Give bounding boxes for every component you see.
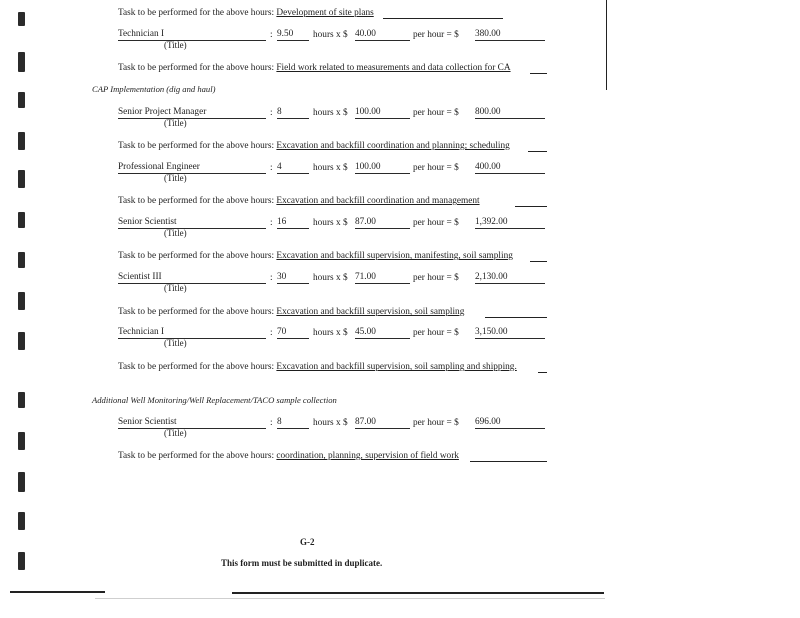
colon: :	[270, 108, 273, 118]
rate-value: 87.00	[355, 417, 376, 427]
task-line	[118, 306, 464, 318]
total-field	[475, 162, 545, 174]
page-number: G-2	[300, 537, 315, 547]
colon: :	[270, 273, 273, 283]
total-field	[475, 417, 545, 429]
binder-hole-mark	[18, 212, 25, 228]
rate-field	[355, 107, 410, 119]
title-caption: (Title)	[164, 118, 187, 128]
colon: :	[270, 30, 273, 40]
title-field	[118, 217, 266, 229]
rate-field	[355, 272, 410, 284]
colon: :	[270, 218, 273, 228]
hours-value: 70	[277, 327, 287, 337]
hours-label: hours x $	[313, 328, 348, 338]
binder-hole-mark	[18, 472, 25, 492]
task-line	[118, 250, 513, 262]
colon: :	[270, 163, 273, 173]
footer-note: This form must be submitted in duplicate.	[221, 558, 383, 568]
binder-hole-mark	[18, 292, 25, 310]
rate-value: 87.00	[355, 217, 376, 227]
hours-field	[277, 162, 309, 174]
binder-hole-mark	[18, 432, 25, 450]
task-description: Development of site plans	[276, 8, 374, 18]
task-prefix: Task to be performed for the above hours:	[118, 141, 275, 151]
title-field	[118, 417, 266, 429]
hours-label: hours x $	[313, 30, 348, 40]
total-value: 3,150.00	[475, 327, 508, 337]
binder-hole-mark	[18, 552, 25, 570]
scan-edge-line	[232, 592, 604, 594]
hours-value: 4	[277, 162, 282, 172]
colon: :	[270, 328, 273, 338]
task-line	[118, 140, 510, 152]
task-line	[118, 62, 511, 74]
task-description: Field work related to measurements and data collection for CA	[276, 63, 511, 73]
hours-field	[277, 217, 309, 229]
hours-value: 9.50	[277, 29, 294, 39]
scan-edge-line	[95, 598, 605, 599]
per-hour-label: per hour = $	[413, 163, 459, 173]
task-line	[118, 361, 517, 373]
total-value: 380.00	[475, 29, 501, 39]
per-hour-label: per hour = $	[413, 108, 459, 118]
task-prefix: Task to be performed for the above hours:	[118, 451, 275, 461]
binder-hole-mark	[18, 12, 25, 26]
title-value: Technician I	[118, 29, 165, 39]
task-description: Excavation and backfill coordination and planning; scheduling	[276, 141, 510, 151]
binder-hole-mark	[18, 52, 25, 72]
title-caption: (Title)	[164, 338, 187, 348]
task-description: Excavation and backfill supervision, soil sampling	[276, 307, 465, 317]
title-value: Technician I	[118, 327, 165, 337]
title-caption: (Title)	[164, 173, 187, 183]
total-field	[475, 217, 545, 229]
title-field	[118, 29, 266, 41]
task-line	[118, 7, 374, 19]
task-description: coordination, planning, supervision of field work	[276, 451, 459, 461]
total-field	[475, 327, 545, 339]
underline	[530, 261, 547, 262]
task-description: Excavation and backfill supervision, manifesting, soil sampling	[276, 251, 513, 261]
task-prefix: Task to be performed for the above hours:	[118, 362, 275, 372]
task-prefix: Task to be performed for the above hours:	[118, 251, 275, 261]
title-value: Senior Project Manager	[118, 107, 207, 117]
binder-hole-mark	[18, 252, 25, 268]
hours-field	[277, 417, 309, 429]
margin-line	[606, 0, 607, 90]
underline	[383, 18, 503, 19]
underline	[538, 372, 547, 373]
rate-field	[355, 417, 410, 429]
task-prefix: Task to be performed for the above hours:	[118, 8, 275, 18]
hours-field	[277, 327, 309, 339]
per-hour-label: per hour = $	[413, 328, 459, 338]
section-header: CAP Implementation (dig and haul)	[92, 84, 216, 94]
per-hour-label: per hour = $	[413, 418, 459, 428]
title-field	[118, 327, 266, 339]
title-value: Senior Scientist	[118, 217, 177, 227]
binder-hole-mark	[18, 170, 25, 188]
hours-field	[277, 107, 309, 119]
underline	[528, 151, 547, 152]
total-field	[475, 29, 545, 41]
rate-value: 71.00	[355, 272, 376, 282]
total-field	[475, 107, 545, 119]
task-line	[118, 195, 480, 207]
rate-field	[355, 29, 410, 41]
hours-field	[277, 272, 309, 284]
hours-value: 8	[277, 417, 282, 427]
rate-value: 100.00	[355, 107, 381, 117]
underline	[530, 73, 547, 74]
total-value: 2,130.00	[475, 272, 508, 282]
binder-hole-mark	[18, 392, 25, 408]
hours-label: hours x $	[313, 273, 348, 283]
per-hour-label: per hour = $	[413, 218, 459, 228]
per-hour-label: per hour = $	[413, 273, 459, 283]
task-line	[118, 450, 459, 462]
total-value: 696.00	[475, 417, 501, 427]
rate-value: 45.00	[355, 327, 376, 337]
title-value: Professional Engineer	[118, 162, 200, 172]
hours-label: hours x $	[313, 218, 348, 228]
hours-value: 8	[277, 107, 282, 117]
task-description: Excavation and backfill coordination and management	[276, 196, 480, 206]
title-caption: (Title)	[164, 228, 187, 238]
title-field	[118, 107, 266, 119]
title-field	[118, 272, 266, 284]
underline	[470, 461, 547, 462]
title-caption: (Title)	[164, 40, 187, 50]
total-value: 1,392.00	[475, 217, 508, 227]
hours-label: hours x $	[313, 163, 348, 173]
task-prefix: Task to be performed for the above hours:	[118, 63, 275, 73]
task-prefix: Task to be performed for the above hours:	[118, 196, 275, 206]
task-description: Excavation and backfill supervision, soil sampling and shipping.	[276, 362, 517, 372]
rate-field	[355, 217, 410, 229]
hours-value: 30	[277, 272, 287, 282]
rate-field	[355, 162, 410, 174]
total-value: 400.00	[475, 162, 501, 172]
title-caption: (Title)	[164, 428, 187, 438]
underline	[515, 206, 547, 207]
title-caption: (Title)	[164, 283, 187, 293]
hours-field	[277, 29, 309, 41]
task-prefix: Task to be performed for the above hours:	[118, 307, 275, 317]
underline	[485, 317, 547, 318]
total-value: 800.00	[475, 107, 501, 117]
title-value: Senior Scientist	[118, 417, 177, 427]
binder-hole-mark	[18, 512, 25, 530]
binder-hole-mark	[18, 132, 25, 150]
hours-value: 16	[277, 217, 287, 227]
scan-edge-line	[10, 591, 105, 593]
rate-field	[355, 327, 410, 339]
rate-value: 40.00	[355, 29, 376, 39]
total-field	[475, 272, 545, 284]
title-value: Scientist III	[118, 272, 162, 282]
hours-label: hours x $	[313, 108, 348, 118]
colon: :	[270, 418, 273, 428]
section-header: Additional Well Monitoring/Well Replacement/TACO sample collection	[92, 395, 337, 405]
binder-hole-mark	[18, 332, 25, 350]
hours-label: hours x $	[313, 418, 348, 428]
title-field	[118, 162, 266, 174]
rate-value: 100.00	[355, 162, 381, 172]
binder-hole-mark	[18, 92, 25, 108]
per-hour-label: per hour = $	[413, 30, 459, 40]
